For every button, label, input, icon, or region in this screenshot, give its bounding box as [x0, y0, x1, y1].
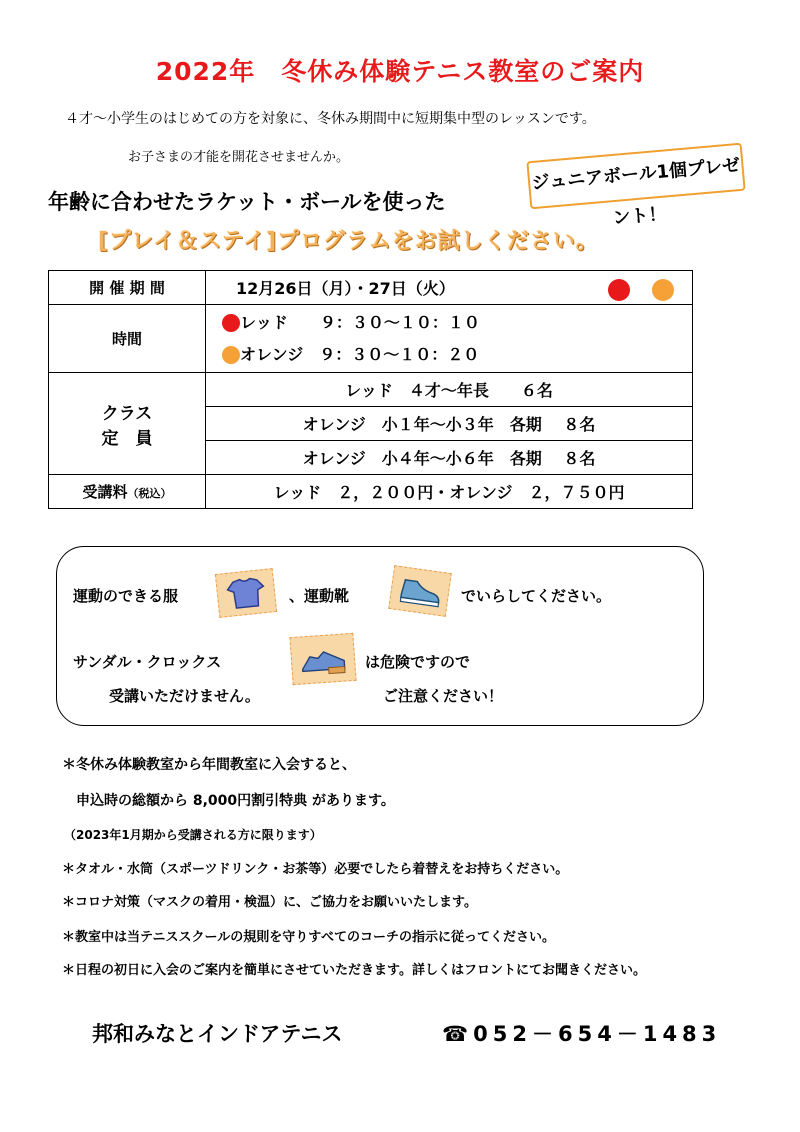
red-dot-icon [608, 279, 630, 301]
bullet-towel: ＊タオル・水筒（スポーツドリンク・お茶等）必要でしたら着替えをお持ちください。 [62, 862, 569, 877]
class-label-line-1: クラス [101, 403, 153, 424]
orange-dot-icon [222, 346, 240, 364]
notice-box [56, 546, 704, 726]
fee-label: 受講料 [82, 483, 128, 501]
time-cell [206, 305, 693, 373]
orange-dot-icon [652, 279, 674, 301]
intro-line-1: ４才～小学生のはじめての方を対象に、冬休み期間中に短期集中型のレッスンです。 [65, 111, 596, 127]
bullet-enrollment-line-1: ＊冬休み体験教室から年間教室に入会すると、 [62, 757, 356, 773]
bullet-rules: ＊教室中は当テニススクールの規則を守りすべてのコーチの指示に従ってください。 [62, 930, 555, 945]
fee-tax: （税込） [127, 487, 172, 500]
class-row: オレンジ 小１年～小３年 各期 ８名 [206, 407, 693, 441]
info-table [48, 270, 693, 509]
time-orange: オレンジ ９：３０～１０：２０ [240, 344, 480, 364]
notice-come: でいらしてください。 [461, 587, 612, 605]
fee-value: レッド ２，２００円・オレンジ ２，７５０円 [206, 475, 693, 509]
notice-clothes: 運動のできる服 [73, 587, 179, 605]
red-dot-icon [222, 314, 240, 332]
time-label: 時間 [49, 305, 206, 373]
period-value: 12月26日（月）・27日（火） [236, 279, 455, 298]
heading-line-2: [プレイ＆ステイ]プログラムをお試しください。 [98, 229, 599, 254]
notice-shoes: 、運動靴 [289, 587, 350, 605]
bullet-corona: ＊コロナ対策（マスクの着用・検温）に、ご協力をお願いいたします。 [62, 895, 477, 910]
class-label [49, 373, 206, 475]
class-row: オレンジ 小４年～小６年 各期 ８名 [206, 441, 693, 475]
promo-badge: ジュニアボール1個プレゼント！ [526, 143, 745, 210]
phone-number: ☎052－654－1483 [442, 1022, 722, 1046]
notice-sandals: サンダル・クロックス [73, 653, 222, 671]
notice-caution: ご注意ください！ [383, 687, 504, 705]
bullet-enrollment-line-2: 申込時の総額から 8,000円割引特典 があります。 [76, 793, 395, 809]
sandal-icon [289, 633, 356, 685]
sneaker-icon [388, 565, 452, 617]
period-cell [206, 271, 693, 305]
notice-danger: は危険ですので [365, 653, 471, 671]
period-label: 開 催 期 間 [49, 271, 206, 305]
class-row: レッド ４才～年長 ６名 [206, 373, 693, 407]
notice-not-accepted: 受講いただけません。 [109, 687, 260, 705]
page-title: 2022年 冬休み体験テニス教室のご案内 [155, 57, 645, 86]
intro-line-2: お子さまの才能を開花させませんか。 [128, 150, 350, 165]
heading-line-1: 年齢に合わせたラケット・ボールを使った [48, 190, 446, 214]
class-label-line-2: 定 員 [101, 428, 153, 449]
bullet-guidance: ＊日程の初日に入会のご案内を簡単にさせていただきます。詳しくはフロントにてお聞きください。 [62, 963, 646, 978]
school-name: 邦和みなとインドアテニス [92, 1022, 343, 1046]
fee-label-cell [49, 475, 206, 509]
bullet-enrollment-note: （2023年1月期から受講される方に限ります） [64, 828, 322, 842]
time-red: レッド ９：３０～１０：１０ [240, 312, 480, 332]
shirt-icon [215, 568, 277, 618]
